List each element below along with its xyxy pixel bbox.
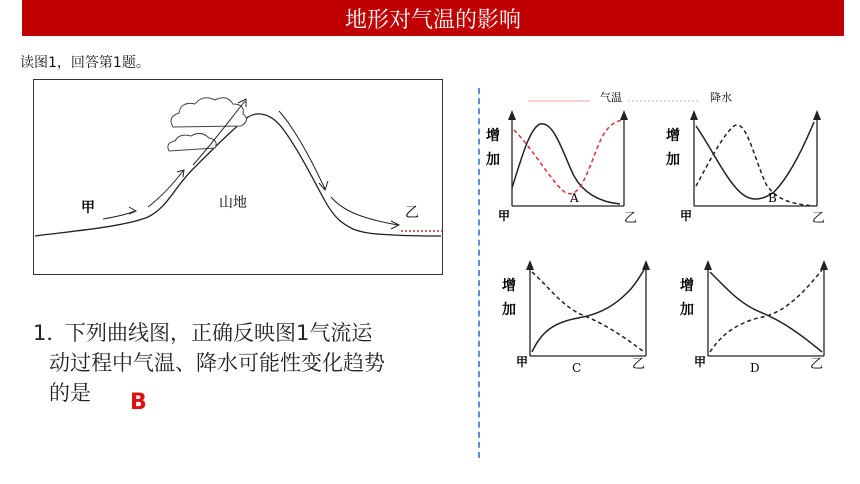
question-line-3: 的是 [49, 381, 91, 405]
instruction-text: 读图1，回答第1题。 [20, 55, 150, 71]
axis-arrow-icon [820, 260, 828, 270]
axis-arrow-icon [642, 260, 650, 270]
chart-d-dashed-curve [710, 270, 822, 352]
chart-a-dashed-curve [514, 120, 622, 194]
terrain-line [35, 114, 441, 236]
y-label-zeng: 增 [502, 278, 516, 294]
x-label-start: 甲 [516, 355, 529, 369]
airflow-arrows [103, 99, 399, 229]
title-bar [22, 0, 844, 36]
option-label-d: D [750, 361, 760, 375]
figure-1-mountain-diagram [33, 79, 443, 275]
dashed-divider [478, 88, 480, 458]
axis-arrow-icon [620, 110, 628, 120]
answer-text: B [130, 390, 147, 415]
y-label-jia: 加 [666, 152, 680, 168]
chart-legend [520, 86, 750, 108]
y-label-zeng: 增 [666, 128, 680, 144]
question-line-2: 动过程中气温、降水可能性变化趋势 [49, 351, 385, 375]
chart-c-solid-curve [532, 270, 644, 352]
y-label-zeng: 增 [486, 128, 500, 144]
legend-temperature: 气温 [600, 91, 622, 104]
option-label-a: A [570, 191, 579, 205]
chart-option-b [662, 106, 832, 226]
chart-a-solid-curve [512, 124, 620, 204]
chart-option-d [676, 256, 836, 380]
x-label-start: 甲 [498, 209, 511, 223]
cloud-icon [168, 98, 247, 151]
chart-c-dashed-curve [532, 272, 644, 352]
axis-arrow-icon [704, 260, 712, 270]
question-line-1: 下列曲线图，正确反映图1气流运 [65, 321, 373, 345]
airflow-arrow-1 [103, 211, 135, 219]
chart-b-dashed-curve [696, 125, 814, 206]
question-number: 1． [33, 321, 68, 345]
chart-option-c [498, 256, 658, 380]
label-yi: 乙 [405, 205, 419, 221]
airflow-arrow-4 [279, 111, 325, 189]
axis-arrow-icon [526, 260, 534, 270]
label-jia: 甲 [81, 200, 95, 216]
option-label-b: B [768, 191, 777, 205]
y-label-jia: 加 [502, 302, 516, 318]
chart-option-a [482, 106, 642, 226]
option-label-c: C [572, 361, 582, 375]
axis-arrow-icon [813, 110, 821, 120]
question-block [33, 318, 453, 408]
page-title: 地形对气温的影响 [344, 7, 521, 33]
x-label-end: 乙 [632, 357, 646, 372]
y-label-zeng: 增 [680, 278, 694, 294]
x-label-end: 乙 [624, 211, 638, 226]
x-label-start: 甲 [694, 355, 707, 369]
label-mountain: 山地 [219, 195, 247, 211]
axis-arrow-icon [690, 110, 698, 120]
legend-precipitation: 降水 [710, 91, 732, 104]
x-label-start: 甲 [680, 209, 693, 223]
chart-b-solid-curve [696, 122, 814, 199]
y-label-jia: 加 [486, 152, 500, 168]
y-label-jia: 加 [680, 302, 694, 318]
x-label-end: 乙 [810, 357, 824, 372]
chart-d-solid-curve [710, 272, 822, 352]
axis-arrow-icon [508, 110, 516, 120]
x-label-end: 乙 [812, 211, 826, 226]
airflow-arrow-2 [148, 171, 183, 207]
